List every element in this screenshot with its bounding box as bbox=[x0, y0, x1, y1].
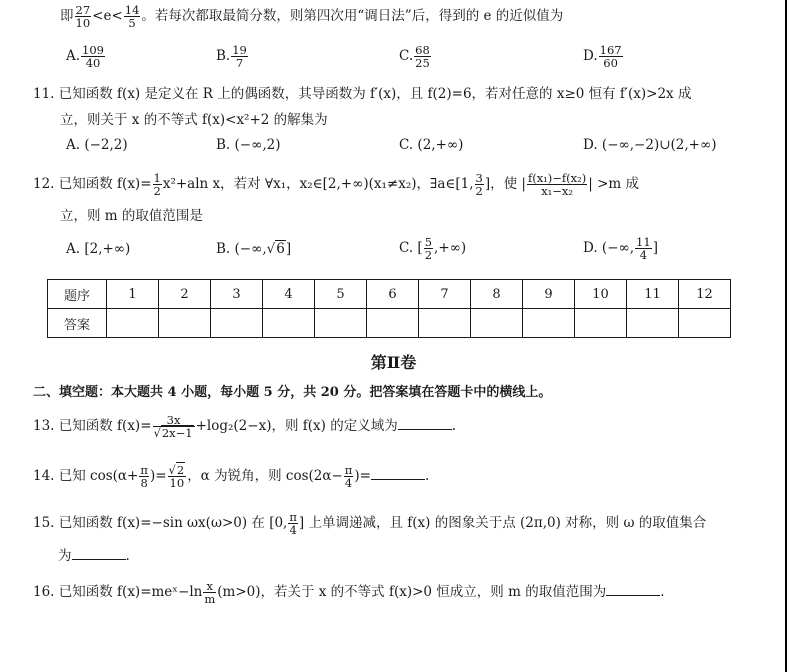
table-cell-number: 9 bbox=[523, 280, 575, 309]
q11-line-2: 立，则关于 x 的不等式 f(x)<x²+2 的解集为 bbox=[60, 112, 328, 128]
q12-half-fraction: $\frac{1}{2}$ bbox=[153, 171, 161, 198]
q11-line-1: 11. 已知函数 f(x) 是定义在 R 上的偶函数，其导函数为 f′(x)，且 f(2)=6，若对任意的 x≥0 恒有 f′(x)>2x 成 bbox=[33, 86, 692, 102]
table-cell-number: 5 bbox=[315, 280, 367, 309]
q10-option-b: B. $\frac{19}{7}$ bbox=[216, 43, 247, 70]
q10-text: 。若每次都取最简分数，则第四次用“调日法”后，得到的 e 的近似值为 bbox=[141, 8, 564, 24]
q10-option-a: A. $\frac{109}{40}$ bbox=[66, 43, 104, 70]
q16-line: 16. 已知函数 f(x)=meˣ−ln $\frac{x}{m}$ (m>0)，若关于 x 的不等式 f(x)>0 恒成立，则 m 的取值范围为 . bbox=[33, 579, 665, 606]
answer-cell[interactable] bbox=[471, 309, 523, 338]
answer-cell[interactable] bbox=[263, 309, 315, 338]
q16-answer-blank[interactable] bbox=[606, 581, 660, 596]
table-cell-number: 1 bbox=[107, 280, 159, 309]
q12-option-c: C. [ $\frac{5}{2}$ ,+∞) bbox=[399, 235, 467, 262]
volume-title: 第Ⅱ卷 bbox=[370, 353, 417, 372]
q12-line-2: 立，则 m 的取值范围是 bbox=[60, 208, 203, 224]
q10-lead: 即 bbox=[60, 8, 74, 24]
q13-answer-blank[interactable] bbox=[398, 415, 452, 430]
table-cell-number: 11 bbox=[627, 280, 679, 309]
q10-option-c: C. $\frac{68}{25}$ bbox=[399, 43, 430, 70]
table-cell-number: 7 bbox=[419, 280, 471, 309]
q11-option-d: D. (−∞,−2)∪(2,+∞) bbox=[583, 137, 717, 153]
table-row-answers bbox=[48, 309, 731, 338]
answer-cell[interactable] bbox=[107, 309, 159, 338]
q12-difference-quotient: $\frac{\text{f(x₁)−f(x₂)}}{\text{x₁−x₂}}$ bbox=[527, 171, 587, 198]
q11-option-a: A. (−2,2) bbox=[66, 137, 128, 153]
q14-root-fraction: $\frac{√2}{10}$ bbox=[168, 463, 185, 490]
q15-line-1: 15. 已知函数 f(x)=−sin ωx(ω>0) 在 [0, $\frac{\pi}{4}$ ] 上单调递减，且 f(x) 的图象关于点 (2π,0) 对称，则 ω 的取值集合 bbox=[33, 510, 707, 537]
answer-cell[interactable] bbox=[419, 309, 471, 338]
answer-cell[interactable] bbox=[159, 309, 211, 338]
table-cell-number: 3 bbox=[211, 280, 263, 309]
table-cell-number: 8 bbox=[471, 280, 523, 309]
table-cell-number: 4 bbox=[263, 280, 315, 309]
q15-answer-blank[interactable] bbox=[72, 545, 126, 560]
q15-line-2: 为 . bbox=[58, 545, 130, 566]
q11-option-b: B. (−∞,2) bbox=[216, 137, 281, 153]
q13-line: 13. 已知函数 f(x)= $\frac{3x}{√2x-1}$ +log₂(2−x)，则 f(x) 的定义域为 . bbox=[33, 413, 456, 440]
q12-a-bound-fraction: $\frac{3}{2}$ bbox=[475, 171, 483, 198]
q10-inequality: <e< bbox=[92, 8, 123, 24]
q13-fraction: $\frac{3x}{√2x-1}$ bbox=[153, 413, 193, 440]
table-header-answer: 答案 bbox=[48, 309, 107, 338]
q10-fraction-1: $\frac{27}{10}$ bbox=[75, 3, 91, 30]
table-cell-number: 6 bbox=[367, 280, 419, 309]
answer-table bbox=[47, 279, 731, 338]
q10-continuation bbox=[60, 4, 563, 29]
table-cell-number: 2 bbox=[159, 280, 211, 309]
answer-cell[interactable] bbox=[367, 309, 419, 338]
answer-cell[interactable] bbox=[575, 309, 627, 338]
answer-cell[interactable] bbox=[627, 309, 679, 338]
q10-option-d: D. $\frac{167}{60}$ bbox=[583, 43, 622, 70]
q14-answer-blank[interactable] bbox=[371, 465, 425, 480]
table-cell-number: 12 bbox=[679, 280, 731, 309]
q12-option-d: D. (−∞, $\frac{11}{4}$ ] bbox=[583, 235, 658, 262]
q10-fraction-2: $\frac{14}{5}$ bbox=[124, 3, 140, 30]
table-row-question-numbers bbox=[48, 280, 731, 309]
table-header-question-number: 题序 bbox=[48, 280, 107, 309]
q12-line-1: 12. 已知函数 f(x)= $\frac{1}{2}$ x²+aln x，若对 ∀x₁，x₂∈[2,+∞)(x₁≠x₂)，∃a∈[1, $\frac{3}{2}$ ]，使 | $\frac{\text{f(x₁)−f(x₂)}}{\text{x₁−x₂}}$ | >m 成 bbox=[33, 171, 639, 198]
q14-line: 14. 已知 cos(α+ $\frac{\pi}{8}$ )= $\frac{√2}{10}$ ，α 为锐角，则 cos(2α− $\frac{\pi}{4}$ )= . bbox=[33, 463, 430, 490]
q12-option-b: B. (−∞,√6] bbox=[216, 241, 292, 257]
q12-option-a: A. [2,+∞) bbox=[66, 241, 131, 257]
answer-cell[interactable] bbox=[315, 309, 367, 338]
answer-cell[interactable] bbox=[679, 309, 731, 338]
q11-option-c: C. (2,+∞) bbox=[399, 137, 464, 153]
section-heading: 二、填空题：本大题共 4 小题，每小题 5 分，共 20 分。把答案填在答题卡中的横线上。 bbox=[33, 385, 552, 400]
answer-cell[interactable] bbox=[211, 309, 263, 338]
table-cell-number: 10 bbox=[575, 280, 627, 309]
answer-cell[interactable] bbox=[523, 309, 575, 338]
